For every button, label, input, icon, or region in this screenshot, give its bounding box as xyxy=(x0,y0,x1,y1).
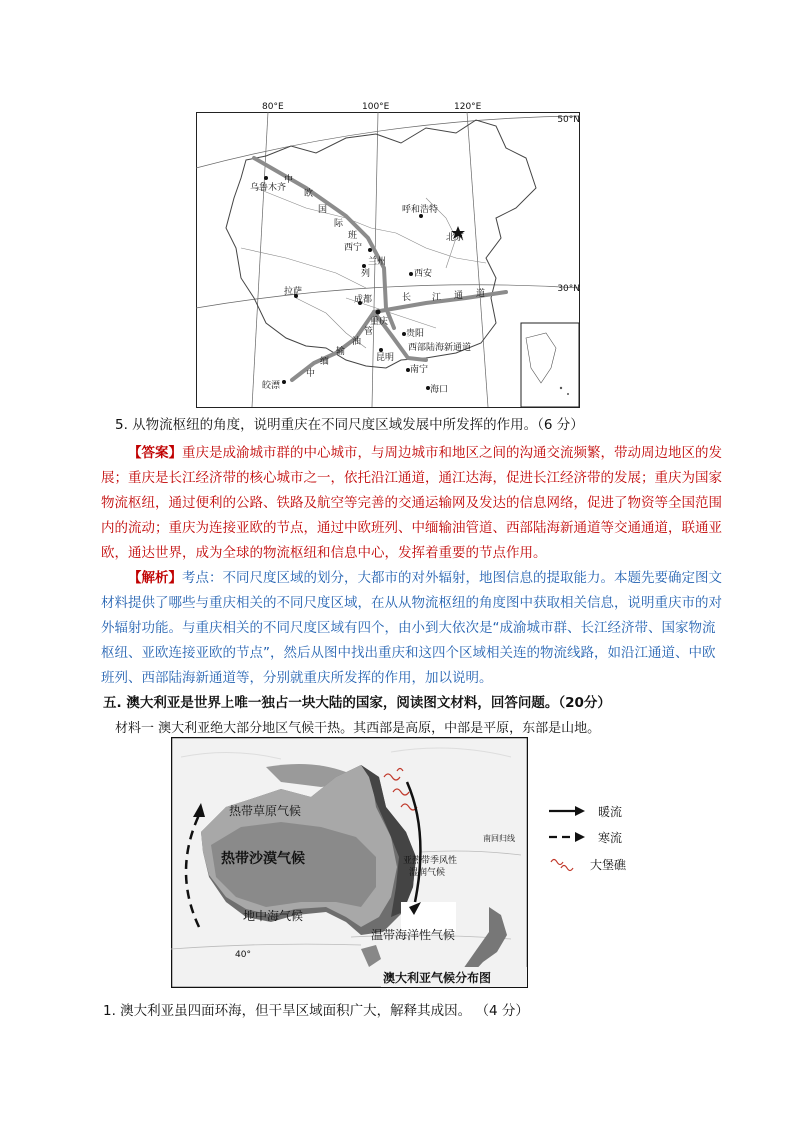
route-char: 江 xyxy=(432,293,442,303)
q5-analysis-line-1 xyxy=(128,566,722,592)
place-lhasa: 拉萨 xyxy=(284,287,303,297)
cold-current-legend-arrow xyxy=(547,829,587,845)
route-char: 缅 xyxy=(320,357,330,367)
route-char: 中 xyxy=(306,369,316,379)
route-char: 班 xyxy=(348,231,358,241)
tropic-label: 南回归线 xyxy=(483,834,515,843)
route-char: 中 xyxy=(284,175,294,185)
zone-tropical-savanna: 热带草原气候 xyxy=(229,804,302,818)
place-lanzhou: 兰州 xyxy=(368,257,387,267)
legend-warm-current: 暖流 xyxy=(598,805,623,819)
lat-label-30n: 30°N xyxy=(557,284,580,294)
answer-tag: 【答案】 xyxy=(128,445,182,461)
route-label-xibu: 西部陆海新通道 xyxy=(408,343,472,353)
q5-analysis-line-4: 枢纽、亚欧连接亚欧的节点”，然后从图中找出重庆和这四个区域相关连的物流线路，如沿江通道、中欧 xyxy=(101,645,716,661)
analysis-tag: 【解析】 xyxy=(128,570,182,586)
zone-subtropical-monsoon: 亚热带季风性 xyxy=(403,856,458,866)
place-xining: 西宁 xyxy=(344,243,363,253)
zone-temperate-maritime: 温带海洋性气候 xyxy=(371,928,456,942)
route-char: 列 xyxy=(361,269,371,279)
warm-current-legend-arrow xyxy=(547,803,587,819)
place-haikou: 海口 xyxy=(430,385,449,395)
reef-legend-icon xyxy=(547,856,587,872)
legend-cold-current: 寒流 xyxy=(598,831,623,845)
place-kyaukpyu: 皎漂 xyxy=(262,381,281,391)
place-urumqi: 乌鲁木齐 xyxy=(250,183,287,193)
section5-heading: 五. 澳大利亚是世界上唯一独占一块大陆的国家，阅读图文材料，回答问题。（20分） xyxy=(103,695,611,711)
q5-answer-line-5: 欧，通达世界，成为全球的物流枢纽和信息中心，发挥着重要的节点作用。 xyxy=(101,545,547,561)
zone-mediterranean: 地中海气候 xyxy=(243,909,304,923)
q5-answer-line-2: 展；重庆是长江经济带的核心城市之一，依托沿江通道，通江达海，促进长江经济带的发展；重庆为国家 xyxy=(101,470,722,486)
q5-analysis-line-5: 班列、西部陆海新通道等，分别就重庆所发挥的作用，加以说明。 xyxy=(101,670,493,686)
route-char: 道 xyxy=(476,289,486,299)
place-hohhot: 呼和浩特 xyxy=(402,205,439,215)
route-char: 输 xyxy=(336,347,346,357)
route-char: 通 xyxy=(454,291,464,301)
q5-analysis-line-3: 外辐射功能。与重庆相关的不同尺度区域有四个，由小到大依次是“成渝城市群、长江经济带、国家物流 xyxy=(101,620,716,636)
q5-answer-line-1 xyxy=(128,441,722,467)
lon-label-100e: 100°E xyxy=(362,102,390,112)
zone-humid: 湿润气候 xyxy=(409,868,446,878)
china-logistics-map xyxy=(196,98,580,408)
place-chongqing: 重庆 xyxy=(370,317,389,327)
q5-answer-line-3: 物流枢纽，通过便利的公路、铁路及航空等完善的交通运输网及发达的信息网络，促进了物资等全国范围 xyxy=(101,495,722,511)
lon-label-120e: 120°E xyxy=(454,102,482,112)
place-chengdu: 成都 xyxy=(354,295,373,305)
legend-great-barrier-reef: 大堡礁 xyxy=(590,858,627,872)
place-beijing: 北京 xyxy=(446,233,465,243)
place-xian: 西安 xyxy=(414,269,433,279)
lon-label-80e: 80°E xyxy=(262,102,284,112)
route-char: 际 xyxy=(334,219,344,229)
lat40-label: 40° xyxy=(235,950,251,960)
china-map-svg xyxy=(196,98,580,408)
route-char: 欧 xyxy=(304,189,314,199)
australia-map-svg xyxy=(171,737,528,988)
route-char: 管 xyxy=(364,327,374,337)
australia-climate-map xyxy=(171,737,528,988)
zone-tropical-desert: 热带沙漠气候 xyxy=(221,851,305,867)
material1-text: 材料一 澳大利亚绝大部分地区气候干热。其西部是高原，中部是平原，东部是山地。 xyxy=(115,721,601,736)
route-char: 长 xyxy=(402,293,412,303)
lat-label-50n: 50°N xyxy=(557,115,580,125)
route-char: 国 xyxy=(318,205,328,215)
route-char: 油 xyxy=(352,337,362,347)
q5-analysis-line-2: 材料提供了哪些与重庆相关的不同尺度区域，在从从物流枢纽的角度图中获取相关信息，说明重庆市的对 xyxy=(101,595,722,611)
q1-question: 1. 澳大利亚虽四面环海，但干旱区域面积广大，解释其成因。 （4 分） xyxy=(103,1003,529,1019)
analysis-text: 考点：不同尺度区域的划分，大都市的对外辐射，地图信息的提取能力。本题先要确定图文 xyxy=(182,570,722,586)
place-nanning: 南宁 xyxy=(410,365,429,375)
answer-text: 重庆是成渝城市群的中心城市，与周边城市和地区之间的沟通交流频繁，带动周边地区的发 xyxy=(182,445,722,461)
q5-question: 5. 从物流枢纽的角度，说明重庆在不同尺度区域发展中所发挥的作用。（6 分） xyxy=(115,417,584,433)
place-guiyang: 贵阳 xyxy=(406,329,425,339)
place-kunming: 昆明 xyxy=(376,353,395,363)
map2-caption: 澳大利亚气候分布图 xyxy=(383,971,492,985)
q5-answer-line-4: 内的流动；重庆为连接亚欧的节点，通过中欧班列、中缅输油管道、西部陆海新通道等交通通道，联通亚 xyxy=(101,520,722,536)
